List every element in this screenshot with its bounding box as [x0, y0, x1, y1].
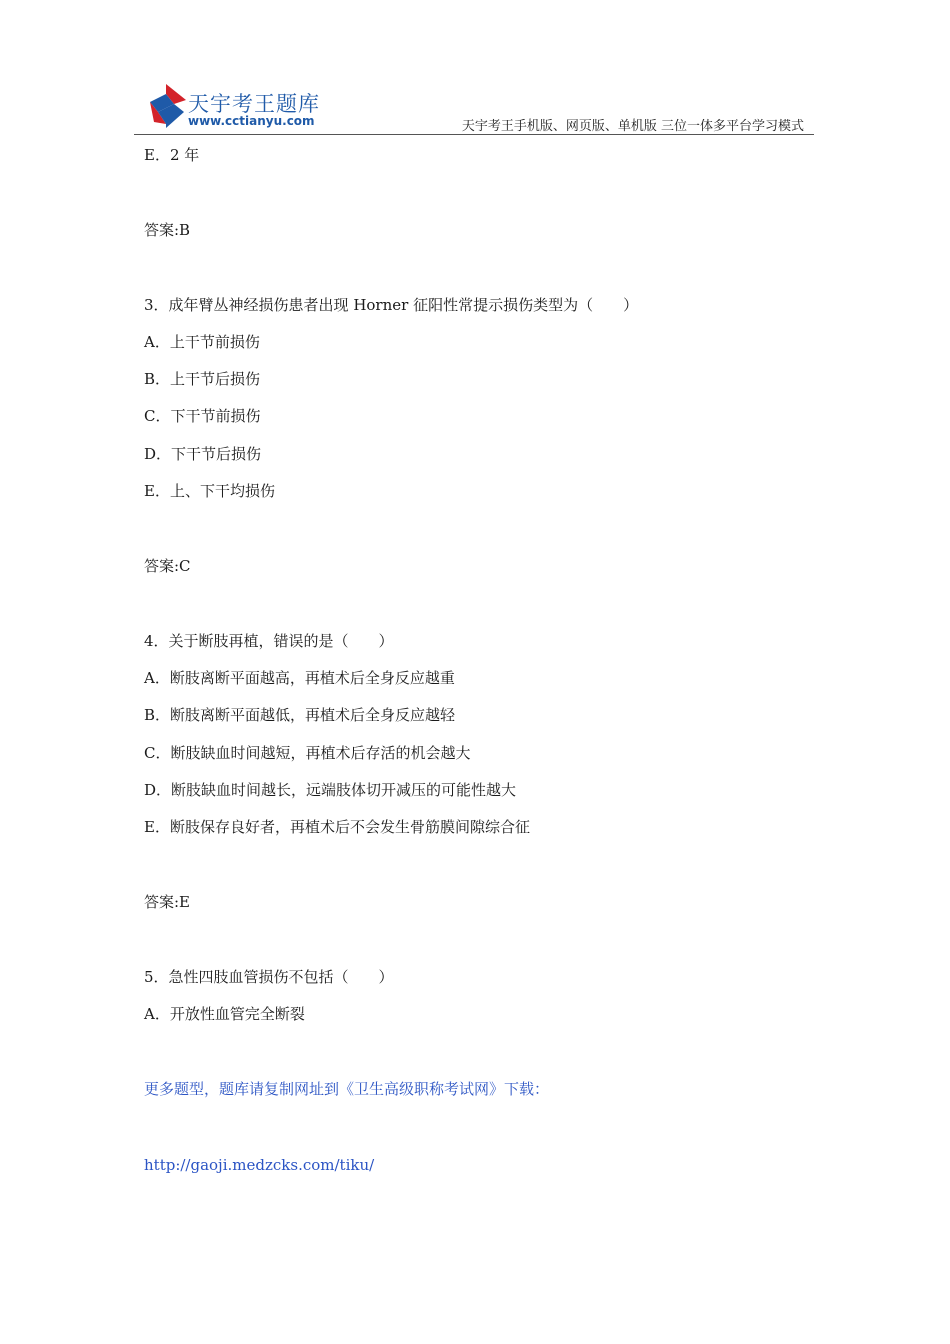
download-link[interactable]: http://gaoji.medzcks.com/tiku/ — [144, 1156, 375, 1174]
page-header — [0, 0, 950, 140]
option-c: C．下干节前损伤 — [144, 407, 261, 425]
option-a: A．断肢离断平面越高，再植术后全身反应越重 — [144, 669, 455, 687]
question-5: 5．急性四肢血管损伤不包括（ ） — [144, 968, 394, 986]
option-d: D．下干节后损伤 — [144, 445, 262, 463]
promo-text: 更多题型，题库请复制网址到《卫生高级职称考试网》下载： — [144, 1080, 550, 1098]
option-e: E．2 年 — [144, 146, 200, 164]
option-e: E．断肢保存良好者，再植术后不会发生骨筋膜间隙综合征 — [144, 818, 530, 836]
logo-mark-icon — [144, 82, 188, 130]
question-3: 3．成年臂丛神经损伤患者出现 Horner 征阳性常提示损伤类型为（ ） — [144, 296, 639, 314]
option-b: B．上干节后损伤 — [144, 370, 261, 388]
header-tagline: 天宇考王手机版、网页版、单机版 三位一体多平台学习模式 — [461, 119, 804, 134]
logo — [144, 82, 334, 132]
option-b: B．断肢离断平面越低，再植术后全身反应越轻 — [144, 706, 456, 724]
answer: 答案:C — [144, 557, 191, 575]
answer: 答案:B — [144, 221, 191, 239]
logo-title: 天宇考王题库 — [188, 92, 320, 116]
question-4: 4．关于断肢再植，错误的是（ ） — [144, 632, 394, 650]
header-divider — [134, 134, 814, 135]
option-e: E．上、下干均损伤 — [144, 482, 275, 500]
option-c: C．断肢缺血时间越短，再植术后存活的机会越大 — [144, 744, 471, 762]
logo-url: www.cctianyu.com — [188, 114, 315, 128]
option-a: A．上干节前损伤 — [144, 333, 260, 351]
option-a: A．开放性血管完全断裂 — [144, 1005, 305, 1023]
option-d: D．断肢缺血时间越长，远端肢体切开减压的可能性越大 — [144, 781, 517, 799]
answer: 答案:E — [144, 893, 191, 911]
